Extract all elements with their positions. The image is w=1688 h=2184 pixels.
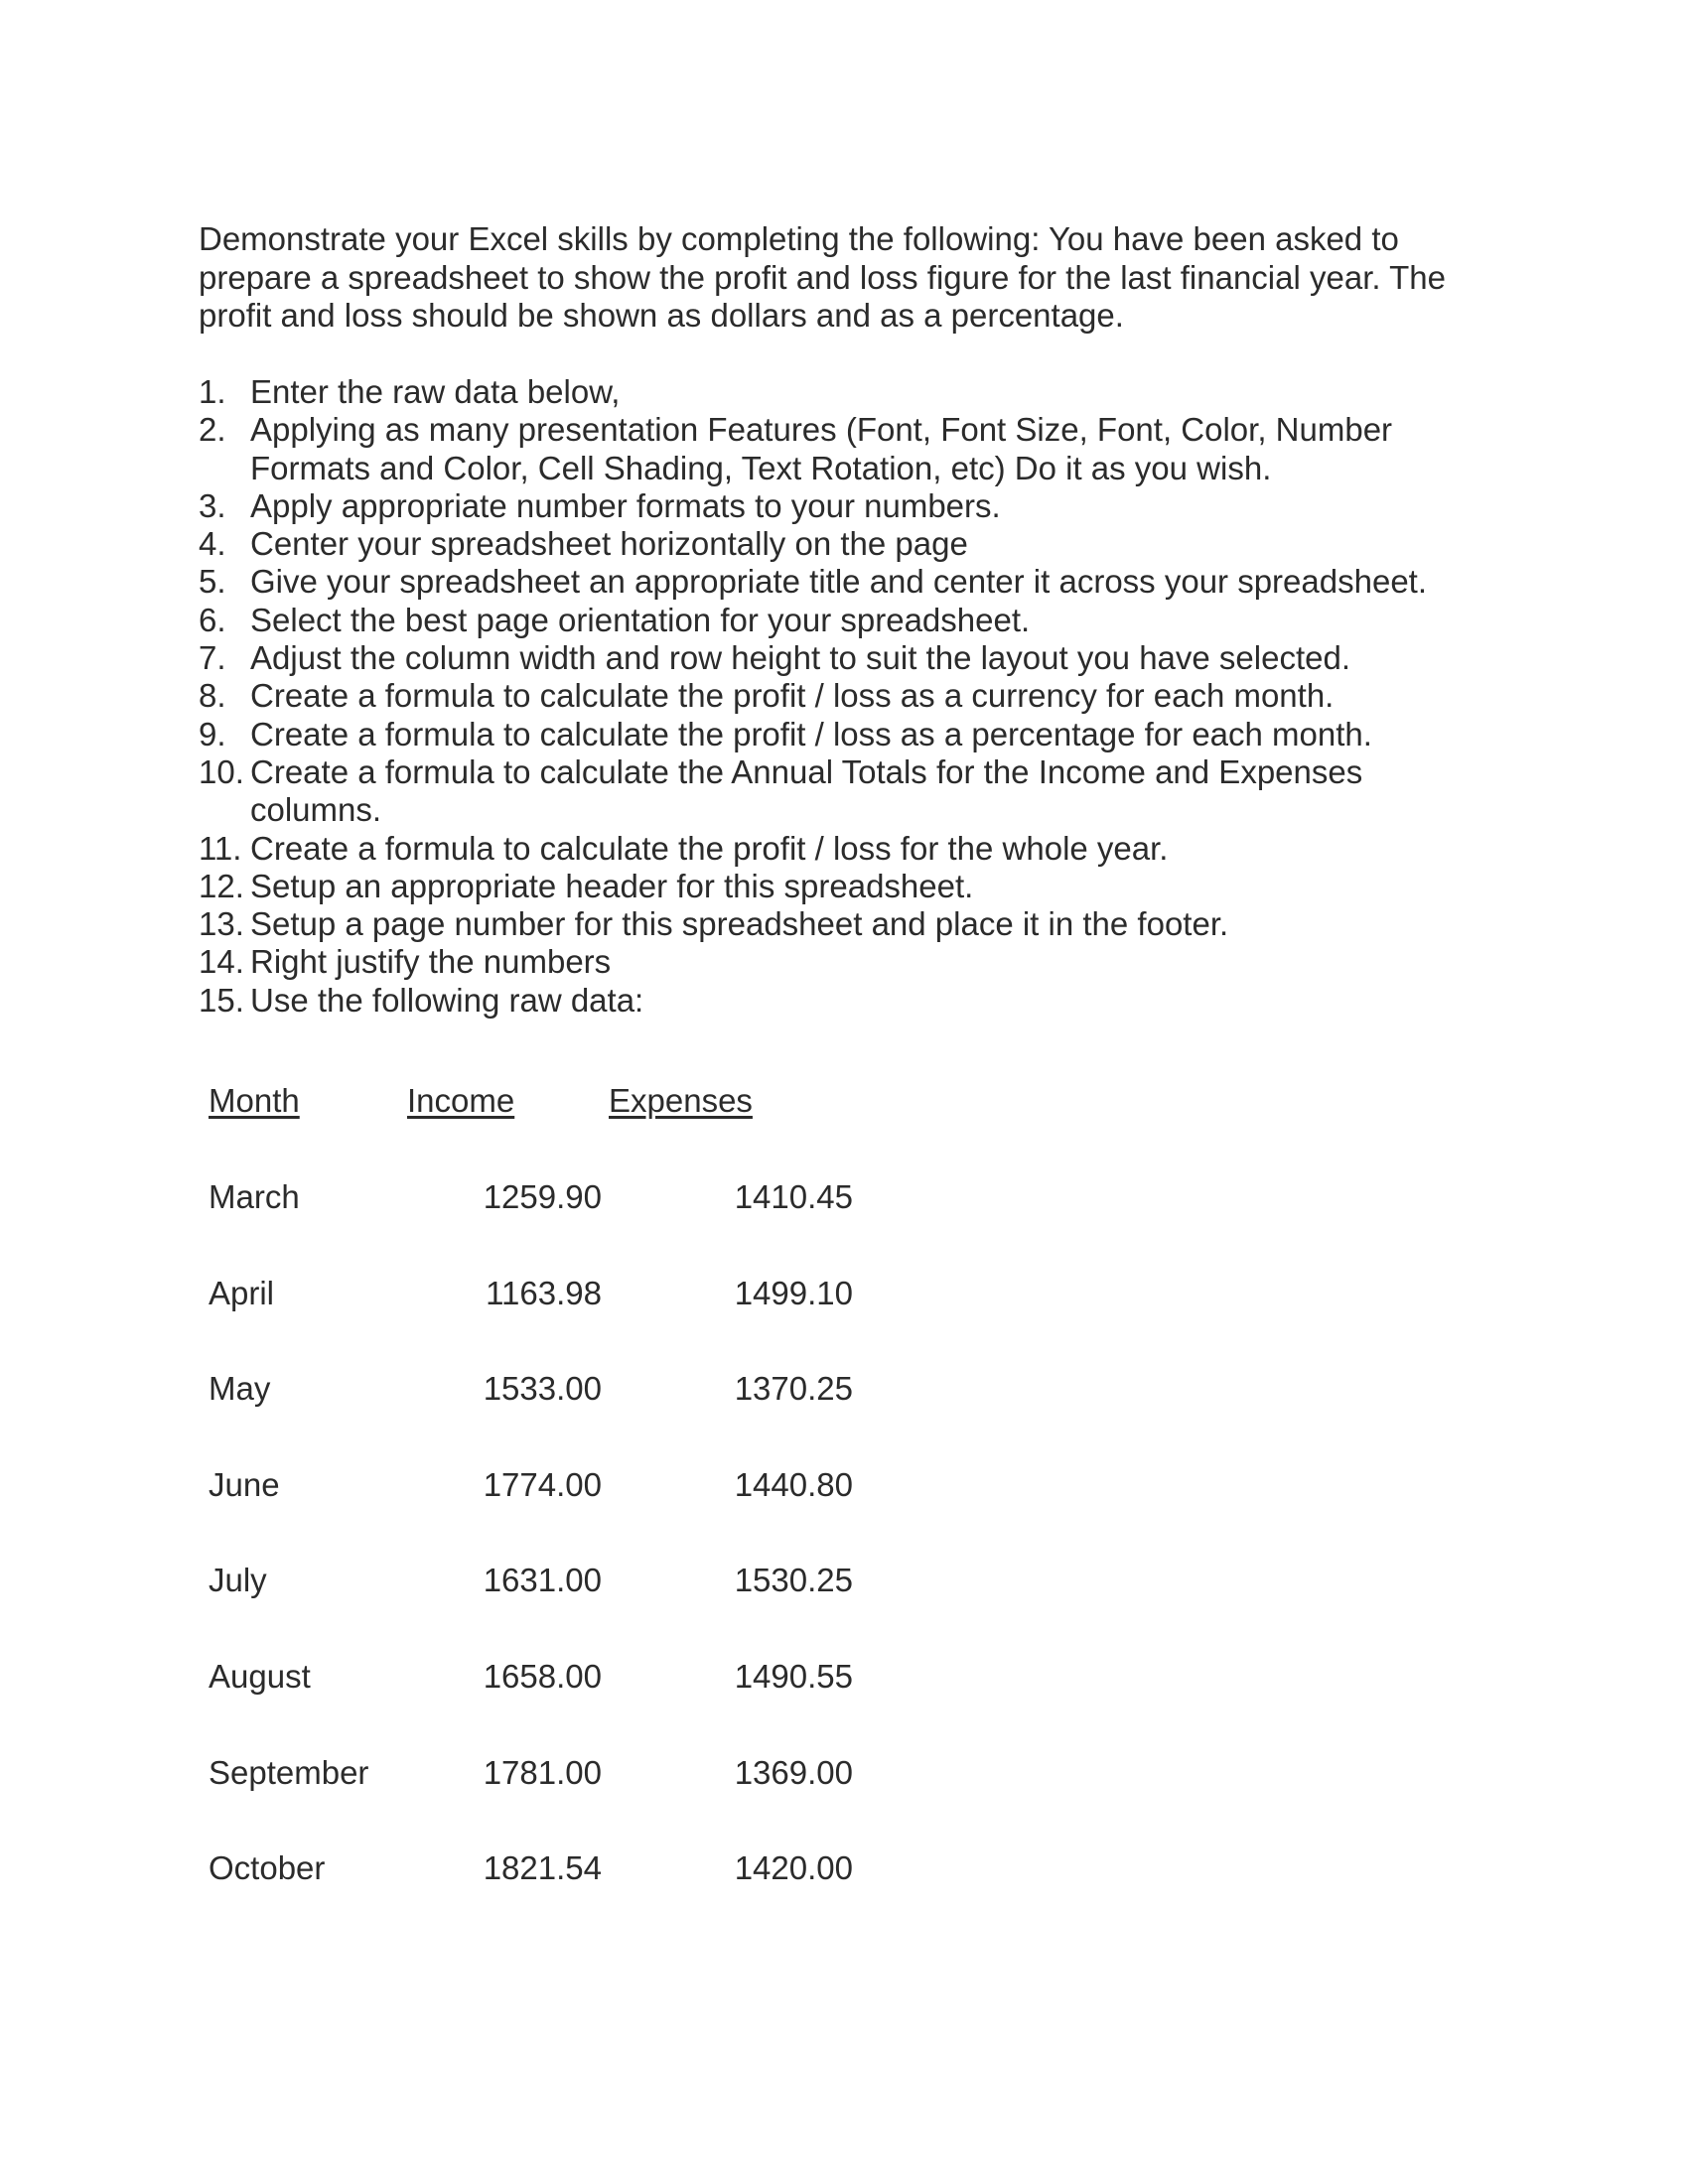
list-number: 11. — [199, 829, 242, 867]
income-cell: 1259.90 — [483, 1178, 602, 1215]
table-row — [209, 1562, 904, 1658]
expenses-cell: 1490.55 — [734, 1657, 853, 1695]
list-text: Create a formula to calculate the profit / loss as a percentage for each month. — [250, 715, 1372, 752]
list-number: 13. — [199, 905, 244, 943]
list-item — [199, 716, 1489, 753]
list-item — [199, 639, 1489, 677]
expenses-cell: 1440.80 — [734, 1465, 853, 1503]
income-cell: 1658.00 — [483, 1657, 602, 1695]
month-cell: June — [209, 1465, 280, 1503]
table-row — [209, 1370, 904, 1466]
list-item — [199, 373, 1489, 411]
expenses-cell: 1530.25 — [734, 1562, 853, 1599]
table-row — [209, 1275, 904, 1371]
expenses-cell: 1420.00 — [734, 1849, 853, 1887]
list-text: Create a formula to calculate the profit / loss for the whole year. — [250, 829, 1169, 867]
list-item — [199, 982, 1489, 1020]
list-item — [199, 677, 1489, 715]
table-row — [209, 1754, 904, 1850]
month-cell: May — [209, 1370, 271, 1408]
list-number: 7. — [199, 639, 226, 677]
list-text: Applying as many presentation Features (Font, Font Size, Font, Color, Number Formats and Color, Cell Shading, Text Rotation, etc) Do it as you wish. — [250, 411, 1393, 486]
header-income: Income — [407, 1082, 515, 1119]
month-cell: September — [209, 1753, 369, 1791]
list-number: 5. — [199, 563, 226, 601]
list-number: 4. — [199, 525, 226, 563]
list-item — [199, 411, 1489, 487]
list-text: Enter the raw data below, — [250, 373, 621, 410]
list-number: 10. — [199, 752, 244, 790]
expenses-cell: 1369.00 — [734, 1753, 853, 1791]
table-row — [209, 1658, 904, 1754]
list-text: Create a formula to calculate the profit / loss as a currency for each month. — [250, 677, 1335, 715]
income-cell: 1163.98 — [486, 1274, 602, 1311]
list-text: Create a formula to calculate the Annual Totals for the Income and Expenses columns. — [250, 752, 1363, 829]
table-row — [209, 1849, 904, 1946]
table-header-row — [209, 1082, 904, 1132]
income-cell: 1821.54 — [483, 1849, 602, 1887]
month-cell: March — [209, 1178, 300, 1215]
list-item — [199, 868, 1489, 905]
list-text: Right justify the numbers — [250, 943, 612, 981]
expenses-cell: 1410.45 — [734, 1178, 853, 1215]
list-item — [199, 525, 1489, 563]
list-number: 8. — [199, 677, 226, 715]
income-cell: 1781.00 — [483, 1753, 602, 1791]
list-text: Center your spreadsheet horizontally on the page — [250, 525, 968, 563]
table-row — [209, 1178, 904, 1275]
month-cell: October — [209, 1849, 326, 1887]
expenses-cell: 1499.10 — [734, 1274, 853, 1311]
list-item — [199, 602, 1489, 639]
month-cell: April — [209, 1274, 275, 1311]
list-item — [199, 943, 1489, 981]
list-number: 15. — [199, 981, 244, 1019]
income-cell: 1533.00 — [483, 1370, 602, 1408]
month-cell: August — [209, 1657, 311, 1695]
expenses-cell: 1370.25 — [734, 1370, 853, 1408]
list-number: 3. — [199, 486, 226, 524]
table-row — [209, 1466, 904, 1563]
list-number: 2. — [199, 411, 226, 449]
list-item — [199, 563, 1489, 601]
list-text: Select the best page orientation for your spreadsheet. — [250, 601, 1031, 638]
list-number: 6. — [199, 601, 226, 638]
instructions-list — [199, 373, 1489, 1020]
list-text: Give your spreadsheet an appropriate title and center it across your spreadsheet. — [250, 563, 1428, 601]
list-text: Setup a page number for this spreadsheet and place it in the footer. — [250, 905, 1229, 943]
list-text: Adjust the column width and row height to suit the layout you have selected. — [250, 639, 1350, 677]
list-number: 9. — [199, 715, 226, 752]
raw-data-table — [209, 1082, 904, 1887]
list-item — [199, 905, 1489, 943]
list-number: 1. — [199, 373, 226, 410]
list-number: 14. — [199, 943, 244, 981]
table-body — [209, 1178, 904, 1946]
income-cell: 1774.00 — [483, 1465, 602, 1503]
list-text: Use the following raw data: — [250, 981, 644, 1019]
list-item — [199, 753, 1489, 830]
income-cell: 1631.00 — [483, 1562, 602, 1599]
list-text: Setup an appropriate header for this spreadsheet. — [250, 867, 974, 904]
header-month: Month — [209, 1082, 300, 1119]
list-number: 12. — [199, 867, 244, 904]
list-item — [199, 487, 1489, 525]
header-expenses: Expenses — [609, 1082, 753, 1119]
intro-paragraph: Demonstrate your Excel skills by completing the following: You have been asked to prepare a spreadsheet to show the profit and loss figure for the last financial year. The profit and loss should be shown as dollars and as a percentage. — [199, 220, 1446, 334]
month-cell: July — [209, 1562, 267, 1599]
list-item — [199, 830, 1489, 868]
list-text: Apply appropriate number formats to your numbers. — [250, 486, 1001, 524]
